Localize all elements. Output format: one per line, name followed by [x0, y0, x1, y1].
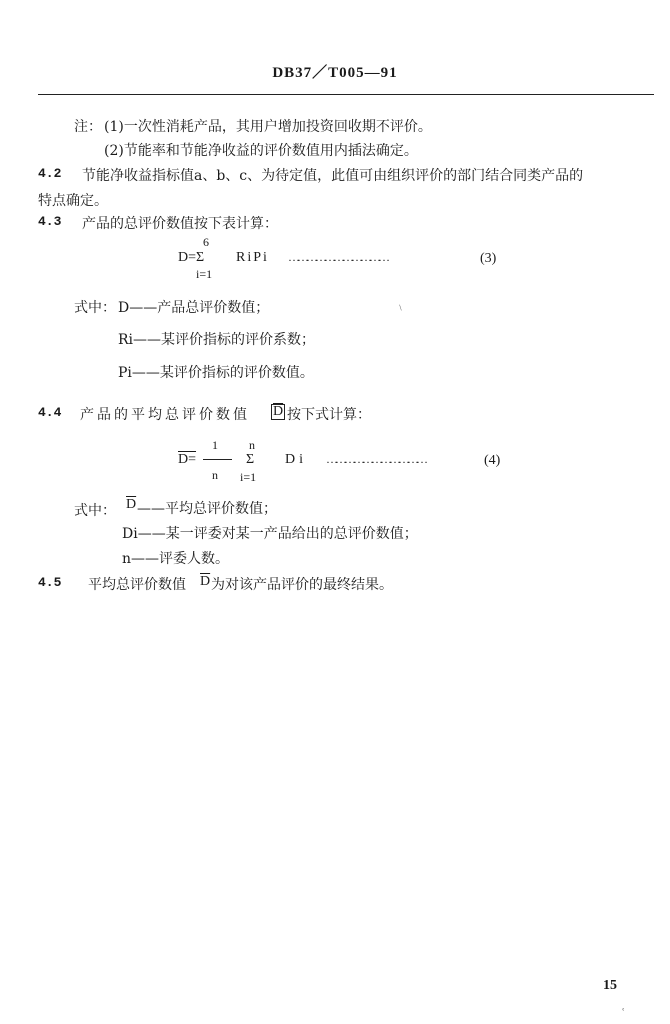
section-4-4-text-a: 产品的平均总评价数值 — [80, 407, 250, 423]
section-4-4-text-b: 按下式计算： — [287, 407, 371, 423]
where-label-4-4: 式中： — [74, 503, 116, 519]
section-number-4-3: 4.3 — [38, 214, 62, 229]
note-label: 注： — [74, 119, 102, 135]
corner-mark: ˓ — [622, 1006, 625, 1016]
formula-4-numerator: 1 — [212, 438, 218, 452]
section-4-4-symbol: $\overline{D}$ — [273, 404, 284, 419]
formula-3-term: RiPi — [236, 250, 269, 265]
formula-4-lhs: D= — [178, 452, 197, 467]
section-number-4-5: 4.5 — [38, 575, 62, 590]
section-number-4-2: 4.2 — [38, 166, 62, 181]
section-4-5-text-b: 为对该产品评价的最终结果。 — [211, 577, 393, 593]
section-4-2-line-2: 特点确定。 — [38, 193, 108, 209]
formula-3-upper-limit: 6 — [203, 235, 209, 249]
formula-3-equation-number: (3) — [480, 251, 497, 266]
section-4-2-line-1: 节能净收益指标值a、b、c、为待定值，此值可由组织评价的部门结合同类产品的 — [82, 168, 584, 184]
formula-4-sum-symbol: Σ — [246, 452, 255, 467]
formula-4-equation-number: (4) — [484, 453, 501, 468]
formula-4-fraction-bar — [203, 459, 232, 460]
section-4-5-text-a: 平均总评价数值 — [88, 577, 186, 593]
formula-3-lower-limit: i=1 — [196, 267, 213, 281]
definition-dbar: ——平均总评价数值； — [137, 501, 277, 517]
formula-4-denominator: n — [212, 468, 218, 482]
note-item-1: (1)一次性消耗产品，其用户增加投资回收期不评价。 — [104, 119, 432, 135]
definition-dbar-symbol: $\overline{D}$ — [126, 497, 137, 512]
page-number: 15 — [603, 978, 617, 993]
definition-di: Di——某一评委对某一产品给出的总评价数值； — [122, 526, 418, 542]
formula-3-lhs: D=Σ — [178, 250, 205, 265]
header-rule — [38, 94, 654, 95]
definition-d: D——产品总评价数值； — [118, 300, 270, 316]
definition-n: n——评委人数。 — [122, 551, 230, 567]
definition-pi: Pi——某评价指标的评价数值。 — [118, 365, 314, 381]
scan-mark: ﹨ — [396, 303, 406, 313]
section-4-3-text: 产品的总评价数值按下表计算： — [82, 216, 278, 232]
formula-3-leader-dots: …………………………… — [288, 250, 387, 264]
definition-ri: Ri——某评价指标的评价系数； — [118, 332, 316, 348]
formula-4-leader-dots: …………………………… — [326, 452, 425, 466]
note-item-2: (2)节能率和节能净收益的评价数值用内插法确定。 — [104, 143, 418, 159]
document-code: DB37／T005—91 — [272, 65, 398, 81]
section-number-4-4: 4.4 — [38, 405, 62, 420]
formula-4-term: Di — [285, 452, 307, 467]
where-label-4-3: 式中： — [74, 300, 116, 316]
section-4-5-symbol: $\overline{D}$ — [200, 574, 211, 589]
formula-4-upper-limit: n — [249, 438, 255, 452]
formula-4-lower-limit: i=1 — [240, 470, 257, 484]
